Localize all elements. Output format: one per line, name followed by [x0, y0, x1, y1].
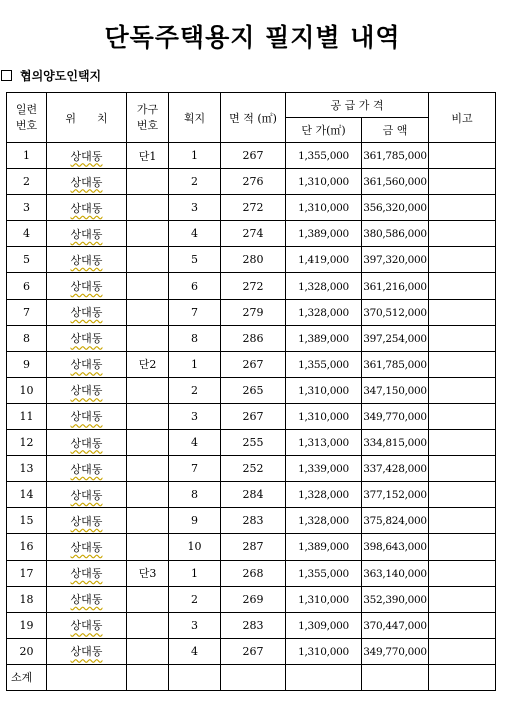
cell-area: 284 — [221, 482, 286, 508]
cell-amount: 337,428,000 — [362, 456, 429, 482]
cell-remark — [429, 612, 496, 638]
cell-block — [127, 456, 169, 482]
cell-serial: 18 — [7, 586, 47, 612]
table-row — [7, 143, 496, 169]
cell-block: 단1 — [127, 143, 169, 169]
cell-location: 상대동 — [47, 143, 127, 169]
cell-lot: 3 — [169, 403, 221, 429]
header-unit-price: 단 가(㎡) — [286, 118, 362, 143]
cell-block — [127, 273, 169, 299]
cell-lot: 3 — [169, 195, 221, 221]
cell-area: 267 — [221, 403, 286, 429]
cell-location: 상대동 — [47, 377, 127, 403]
cell-amount: 397,254,000 — [362, 325, 429, 351]
cell-lot: 6 — [169, 273, 221, 299]
total-cell — [127, 664, 169, 690]
cell-area: 274 — [221, 221, 286, 247]
total-cell — [362, 664, 429, 690]
cell-lot: 5 — [169, 247, 221, 273]
cell-unit-price: 1,389,000 — [286, 325, 362, 351]
section-heading — [0, 67, 101, 84]
cell-amount: 361,785,000 — [362, 351, 429, 377]
table-row — [7, 430, 496, 456]
cell-amount: 349,770,000 — [362, 403, 429, 429]
cell-area: 267 — [221, 351, 286, 377]
cell-amount: 361,216,000 — [362, 273, 429, 299]
lot-table — [6, 92, 496, 691]
header-serial: 일련 번호 — [7, 93, 47, 143]
table-row — [7, 534, 496, 560]
cell-serial: 17 — [7, 560, 47, 586]
table-row — [7, 612, 496, 638]
total-cell — [221, 664, 286, 690]
total-row — [7, 664, 496, 690]
cell-area: 283 — [221, 508, 286, 534]
cell-unit-price: 1,310,000 — [286, 169, 362, 195]
cell-lot: 4 — [169, 221, 221, 247]
cell-block — [127, 430, 169, 456]
cell-area: 280 — [221, 247, 286, 273]
cell-lot: 4 — [169, 638, 221, 664]
cell-amount: 380,586,000 — [362, 221, 429, 247]
cell-amount: 397,320,000 — [362, 247, 429, 273]
table-row — [7, 221, 496, 247]
cell-block — [127, 612, 169, 638]
cell-block — [127, 325, 169, 351]
cell-unit-price: 1,328,000 — [286, 508, 362, 534]
total-label: 소계 — [7, 664, 47, 690]
cell-amount: 370,447,000 — [362, 612, 429, 638]
checkbox-icon — [1, 70, 12, 81]
cell-area: 276 — [221, 169, 286, 195]
cell-block — [127, 638, 169, 664]
cell-block — [127, 482, 169, 508]
cell-unit-price: 1,309,000 — [286, 612, 362, 638]
cell-unit-price: 1,355,000 — [286, 143, 362, 169]
section-title: 협의양도인택지 — [20, 69, 102, 83]
cell-remark — [429, 143, 496, 169]
cell-area: 268 — [221, 560, 286, 586]
cell-remark — [429, 482, 496, 508]
cell-location: 상대동 — [47, 169, 127, 195]
cell-location: 상대동 — [47, 430, 127, 456]
header-block: 가구 번호 — [127, 93, 169, 143]
table-row — [7, 638, 496, 664]
table-row — [7, 299, 496, 325]
cell-block — [127, 299, 169, 325]
cell-area: 283 — [221, 612, 286, 638]
header-lot: 획지 — [169, 93, 221, 143]
cell-remark — [429, 534, 496, 560]
cell-block — [127, 403, 169, 429]
cell-area: 267 — [221, 143, 286, 169]
cell-location: 상대동 — [47, 351, 127, 377]
cell-block — [127, 221, 169, 247]
cell-location: 상대동 — [47, 456, 127, 482]
cell-unit-price: 1,328,000 — [286, 299, 362, 325]
cell-lot: 2 — [169, 169, 221, 195]
cell-serial: 12 — [7, 430, 47, 456]
cell-remark — [429, 560, 496, 586]
cell-remark — [429, 430, 496, 456]
table-row — [7, 273, 496, 299]
cell-lot: 8 — [169, 325, 221, 351]
cell-block — [127, 377, 169, 403]
cell-area: 269 — [221, 586, 286, 612]
cell-remark — [429, 247, 496, 273]
cell-area: 252 — [221, 456, 286, 482]
page-title: 단독주택용지 필지별 내역 — [104, 23, 401, 52]
cell-location: 상대동 — [47, 638, 127, 664]
total-cell — [286, 664, 362, 690]
cell-amount: 361,560,000 — [362, 169, 429, 195]
cell-unit-price: 1,310,000 — [286, 403, 362, 429]
cell-serial: 15 — [7, 508, 47, 534]
cell-serial: 20 — [7, 638, 47, 664]
cell-amount: 375,824,000 — [362, 508, 429, 534]
cell-location: 상대동 — [47, 482, 127, 508]
cell-unit-price: 1,419,000 — [286, 247, 362, 273]
cell-remark — [429, 508, 496, 534]
cell-area: 279 — [221, 299, 286, 325]
cell-lot: 1 — [169, 560, 221, 586]
cell-serial: 16 — [7, 534, 47, 560]
cell-remark — [429, 456, 496, 482]
table-row — [7, 351, 496, 377]
cell-serial: 5 — [7, 247, 47, 273]
header-amount: 금 액 — [362, 118, 429, 143]
cell-block: 단3 — [127, 560, 169, 586]
cell-area: 255 — [221, 430, 286, 456]
cell-serial: 4 — [7, 221, 47, 247]
cell-serial: 13 — [7, 456, 47, 482]
cell-location: 상대동 — [47, 560, 127, 586]
cell-serial: 14 — [7, 482, 47, 508]
cell-area: 265 — [221, 377, 286, 403]
cell-amount: 361,785,000 — [362, 143, 429, 169]
cell-amount: 347,150,000 — [362, 377, 429, 403]
cell-location: 상대동 — [47, 508, 127, 534]
total-cell — [429, 664, 496, 690]
cell-amount: 370,512,000 — [362, 299, 429, 325]
cell-remark — [429, 586, 496, 612]
cell-location: 상대동 — [47, 403, 127, 429]
cell-serial: 19 — [7, 612, 47, 638]
cell-unit-price: 1,328,000 — [286, 482, 362, 508]
cell-location: 상대동 — [47, 612, 127, 638]
cell-block — [127, 169, 169, 195]
cell-remark — [429, 299, 496, 325]
cell-block — [127, 508, 169, 534]
cell-area: 286 — [221, 325, 286, 351]
cell-unit-price: 1,355,000 — [286, 351, 362, 377]
cell-location: 상대동 — [47, 534, 127, 560]
cell-unit-price: 1,389,000 — [286, 221, 362, 247]
cell-amount: 377,152,000 — [362, 482, 429, 508]
cell-serial: 3 — [7, 195, 47, 221]
cell-block — [127, 586, 169, 612]
cell-remark — [429, 325, 496, 351]
cell-location: 상대동 — [47, 299, 127, 325]
cell-serial: 11 — [7, 403, 47, 429]
cell-serial: 8 — [7, 325, 47, 351]
cell-location: 상대동 — [47, 273, 127, 299]
cell-remark — [429, 221, 496, 247]
table-row — [7, 195, 496, 221]
header-remark: 비고 — [429, 93, 496, 143]
total-cell — [47, 664, 127, 690]
cell-serial: 2 — [7, 169, 47, 195]
cell-serial: 10 — [7, 377, 47, 403]
table-row — [7, 169, 496, 195]
cell-location: 상대동 — [47, 586, 127, 612]
cell-block — [127, 534, 169, 560]
cell-lot: 1 — [169, 351, 221, 377]
cell-unit-price: 1,389,000 — [286, 534, 362, 560]
cell-unit-price: 1,313,000 — [286, 430, 362, 456]
cell-location: 상대동 — [47, 247, 127, 273]
cell-amount: 349,770,000 — [362, 638, 429, 664]
cell-lot: 3 — [169, 612, 221, 638]
cell-unit-price: 1,339,000 — [286, 456, 362, 482]
cell-serial: 6 — [7, 273, 47, 299]
cell-area: 272 — [221, 195, 286, 221]
cell-serial: 7 — [7, 299, 47, 325]
cell-remark — [429, 195, 496, 221]
cell-lot: 2 — [169, 586, 221, 612]
cell-remark — [429, 403, 496, 429]
cell-unit-price: 1,328,000 — [286, 273, 362, 299]
table-row — [7, 560, 496, 586]
table-row — [7, 456, 496, 482]
table-row — [7, 482, 496, 508]
cell-unit-price: 1,310,000 — [286, 638, 362, 664]
cell-lot: 7 — [169, 299, 221, 325]
table-row — [7, 508, 496, 534]
cell-area: 272 — [221, 273, 286, 299]
header-location: 위 치 — [47, 93, 127, 143]
cell-block — [127, 247, 169, 273]
table-row — [7, 403, 496, 429]
cell-unit-price: 1,310,000 — [286, 195, 362, 221]
cell-area: 287 — [221, 534, 286, 560]
header-supply-price: 공 급 가 격 — [286, 93, 429, 118]
cell-serial: 1 — [7, 143, 47, 169]
cell-lot: 7 — [169, 456, 221, 482]
cell-lot: 1 — [169, 143, 221, 169]
cell-lot: 2 — [169, 377, 221, 403]
cell-amount: 398,643,000 — [362, 534, 429, 560]
cell-lot: 10 — [169, 534, 221, 560]
table-row — [7, 586, 496, 612]
cell-remark — [429, 377, 496, 403]
cell-block: 단2 — [127, 351, 169, 377]
cell-remark — [429, 169, 496, 195]
header-area: 면 적 (㎡) — [221, 93, 286, 143]
cell-location: 상대동 — [47, 325, 127, 351]
cell-amount: 352,390,000 — [362, 586, 429, 612]
cell-location: 상대동 — [47, 221, 127, 247]
cell-serial: 9 — [7, 351, 47, 377]
table-row — [7, 247, 496, 273]
cell-unit-price: 1,355,000 — [286, 560, 362, 586]
cell-unit-price: 1,310,000 — [286, 586, 362, 612]
cell-amount: 363,140,000 — [362, 560, 429, 586]
cell-lot: 4 — [169, 430, 221, 456]
cell-block — [127, 195, 169, 221]
cell-remark — [429, 351, 496, 377]
cell-remark — [429, 273, 496, 299]
cell-amount: 356,320,000 — [362, 195, 429, 221]
total-cell — [169, 664, 221, 690]
cell-lot: 8 — [169, 482, 221, 508]
table-row — [7, 377, 496, 403]
table-row — [7, 325, 496, 351]
cell-location: 상대동 — [47, 195, 127, 221]
cell-remark — [429, 638, 496, 664]
cell-lot: 9 — [169, 508, 221, 534]
cell-amount: 334,815,000 — [362, 430, 429, 456]
cell-unit-price: 1,310,000 — [286, 377, 362, 403]
cell-area: 267 — [221, 638, 286, 664]
